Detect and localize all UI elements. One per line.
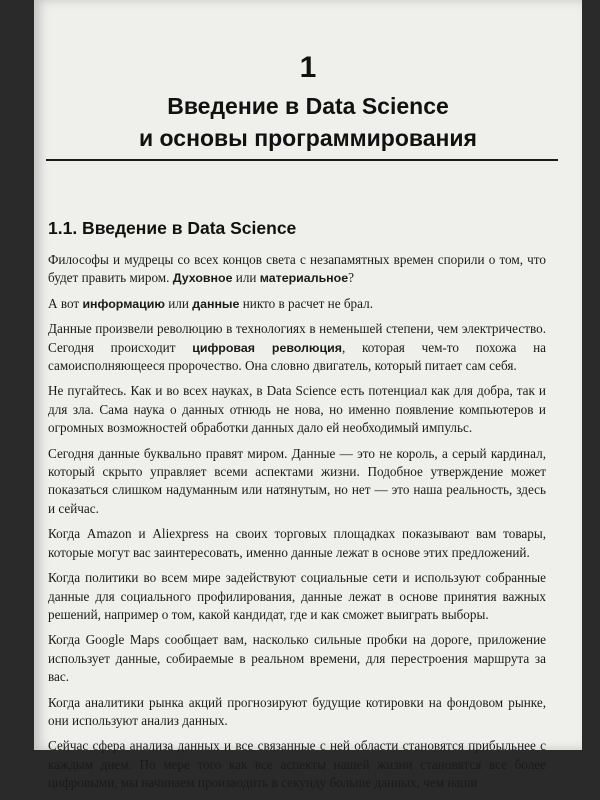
section-heading: 1.1. Введение в Data Science bbox=[48, 218, 297, 238]
paragraph-10: Сейчас сфера анализа данных и все связанные с ней области становятся прибыльнее с каждым днем. По мере того как все аспекты нашей жизни становятся все более цифровыми, мы начинаем производить в секунду больше данных, чем наши bbox=[48, 738, 546, 791]
body-text bbox=[48, 251, 546, 800]
bold-term: цифровая революция bbox=[192, 340, 342, 355]
paragraph-1: Философы и мудрецы со всех концов света с незапамятных времен спорили о том, что будет править миром. Духовное или материальное? bbox=[48, 252, 546, 286]
chapter-title-line-2: и основы программирования bbox=[139, 125, 477, 151]
paragraph-9: Когда аналитики рынка акций прогнозируют будущие котировки на фондовом рынке, они используют анализ данных. bbox=[48, 694, 546, 728]
chapter-number: 1 bbox=[299, 51, 317, 84]
paragraph-7: Когда политики во всем мире задействуют социальные сети и используют собранные данные для социального профилирования, данные лежат в основе принятия важных решений, например о том, какой кандидат, где и как сможет выиграть выборы. bbox=[48, 570, 546, 622]
paragraph-8: Когда Google Maps сообщает вам, насколько сильные пробки на дороге, приложение использует данные, собираемые в реальном времени, для перестроения маршрута за вас. bbox=[48, 632, 546, 685]
bold-term: информацию bbox=[82, 296, 165, 311]
chapter-title-line-1: Введение в Data Science bbox=[167, 93, 449, 119]
paragraph-5: Сегодня данные буквально правят миром. Данные — это не король, а серый кардинал, который скрыто управляет всеми аспектами жизни. Подобное утверждение может показаться слишком надуманным или натянутым, но нет — это наша реальность, здесь и сейчас. bbox=[48, 445, 546, 516]
bold-term: Духовное bbox=[172, 271, 233, 286]
paragraph-4: Не пугайтесь. Как и во всех науках, в Data Science есть потенциал как для добра, так и для зла. Сама наука о данных отнюдь не нова, но именно появление компьютеров и огромных возможностей обработки данных дало ей необходимый импульс. bbox=[48, 383, 546, 436]
bold-term: материальное bbox=[259, 271, 349, 286]
paragraph-6: Когда Amazon и Aliexpress на своих торговых площадках показывают вам товары, которые могут вас заинтересовать, именно данные лежат в основе этих предложений. bbox=[48, 526, 546, 560]
chapter-title bbox=[34, 90, 582, 154]
paragraph-2: А вот информацию или данные никто в расчет не брал. bbox=[48, 295, 373, 311]
chapter-divider bbox=[46, 159, 558, 161]
bold-term: данные bbox=[192, 296, 240, 311]
book-page bbox=[34, 0, 582, 791]
paragraph-3: Данные произвели революцию в технологиях в неменьшей степени, чем электричество. Сегодня происходит цифровая революция, которая чем-то похожа на самоисполняющееся пророчество. Она словно двигатель, который питает сам себя. bbox=[48, 321, 547, 374]
